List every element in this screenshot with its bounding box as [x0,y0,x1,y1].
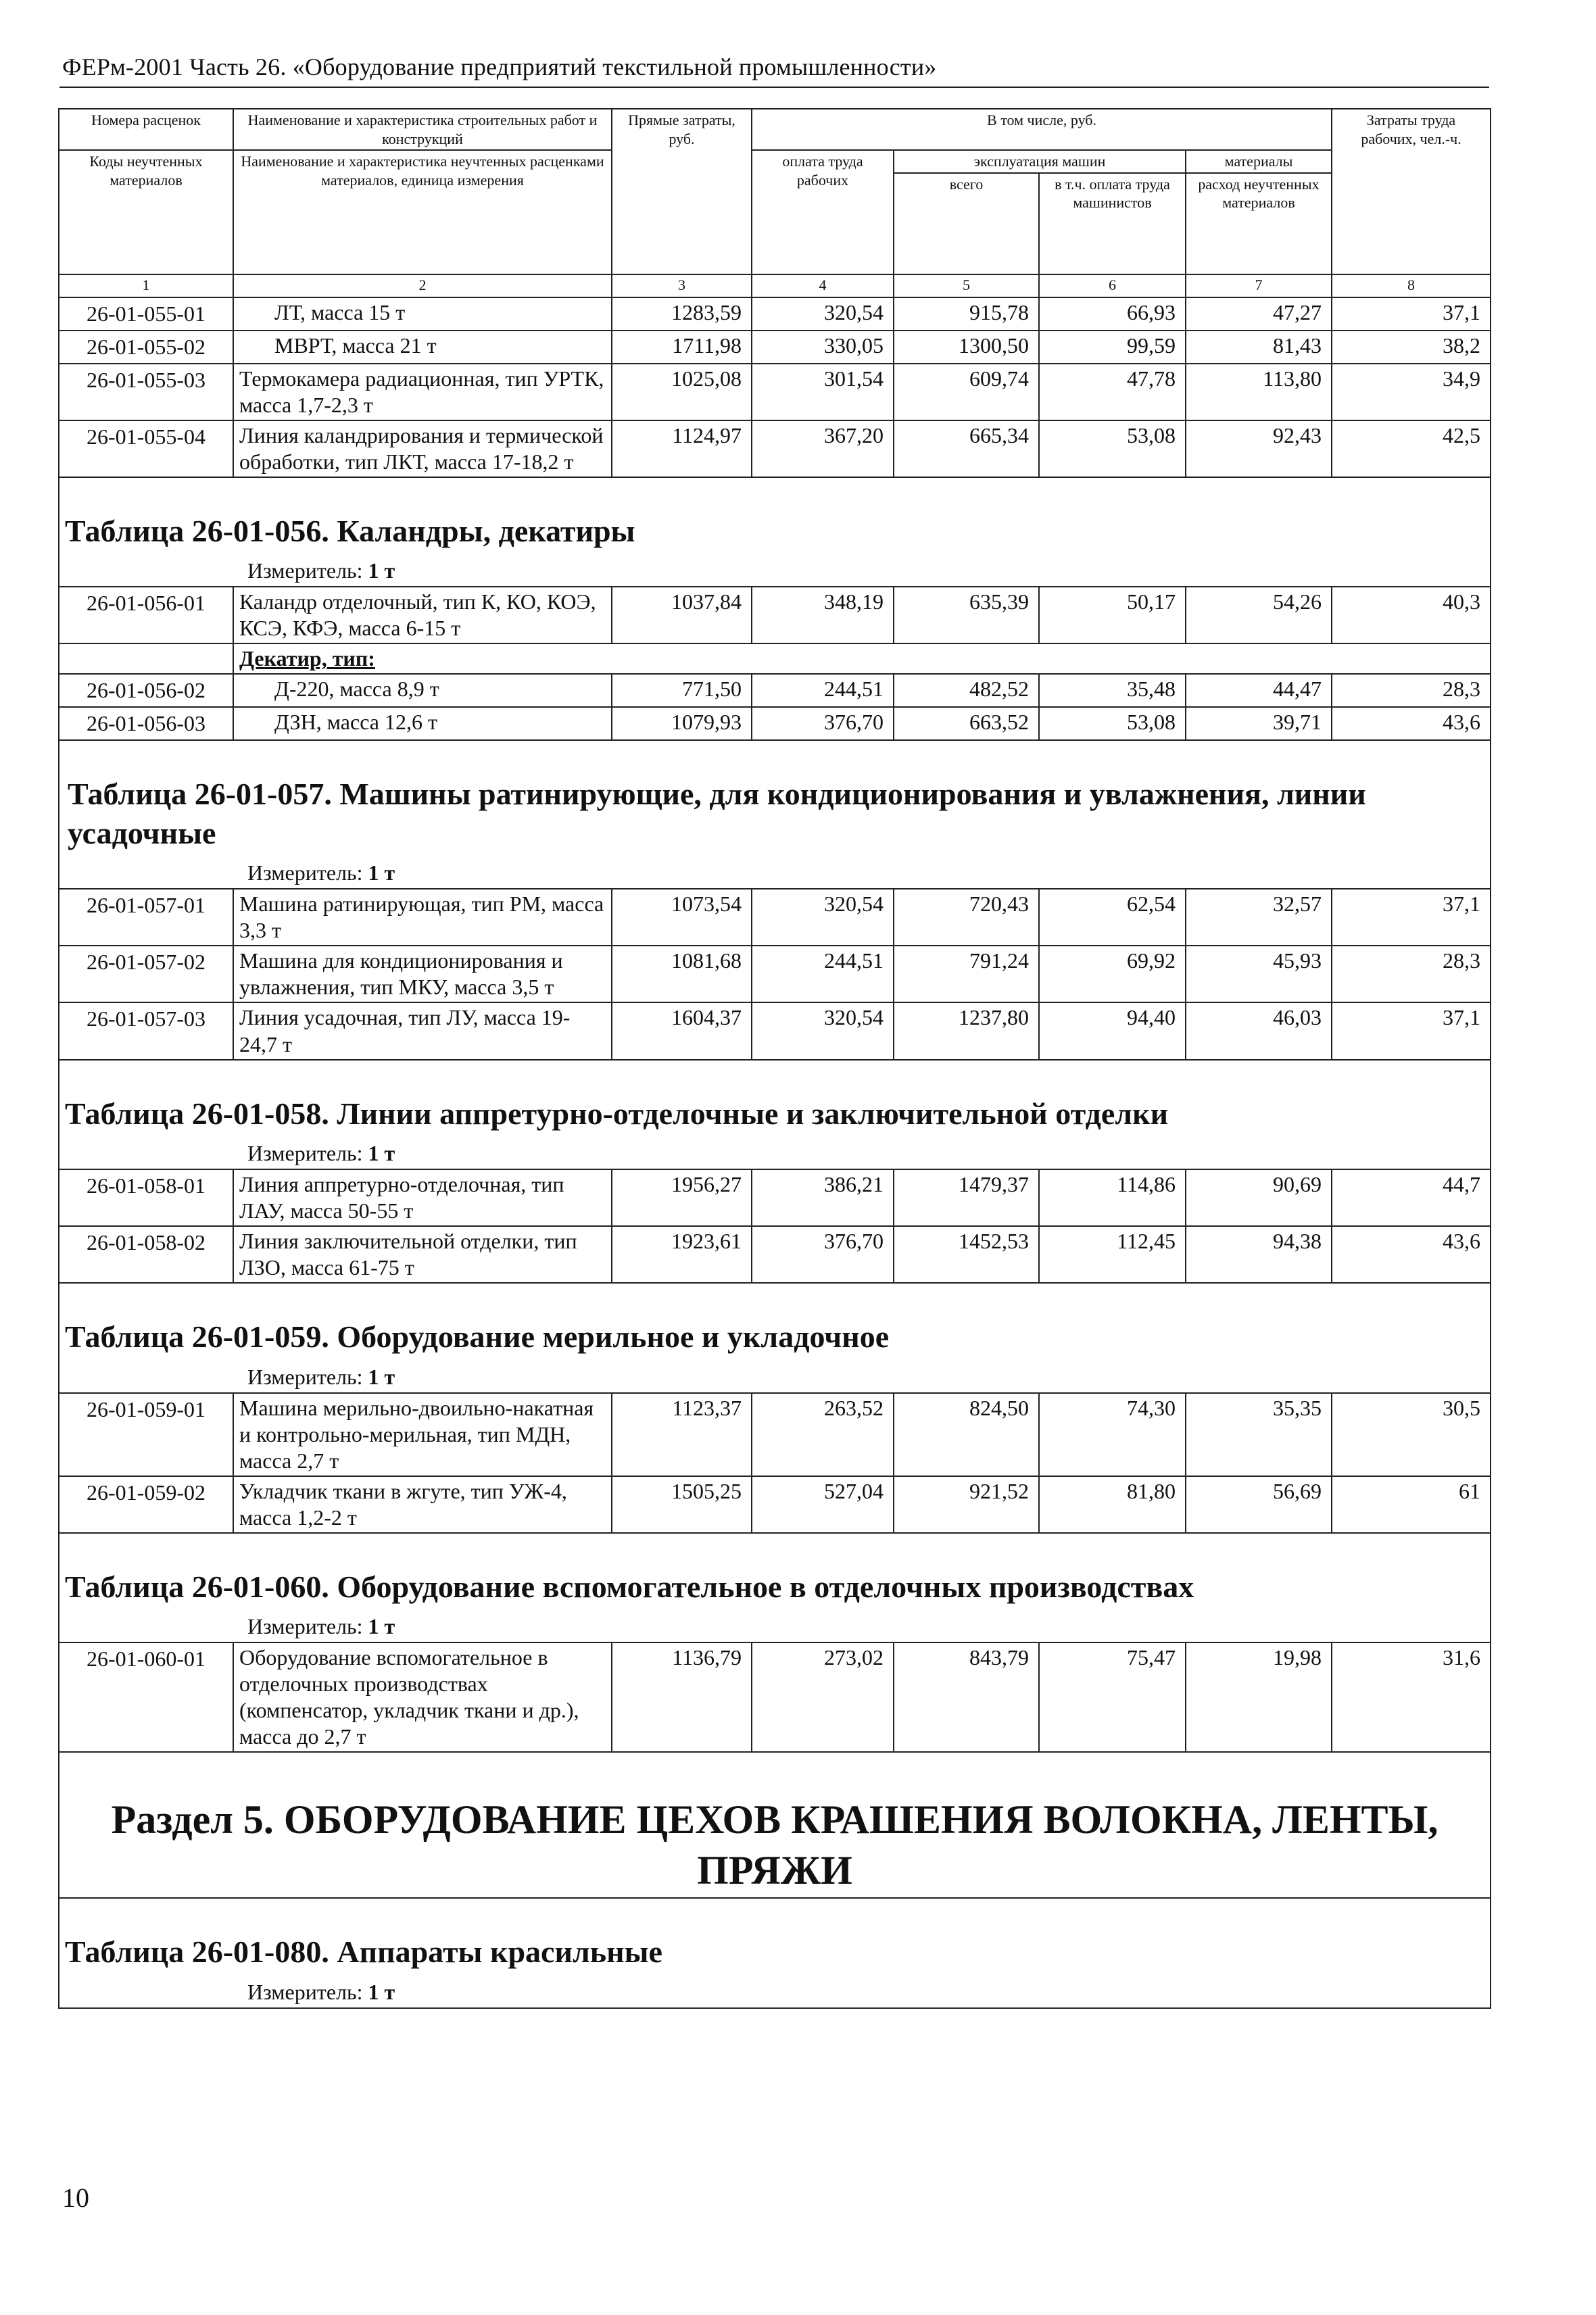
cell-labor-costs: 44,7 [1332,1169,1491,1226]
cell-machines-total: 1479,37 [894,1169,1039,1226]
table-title: Таблица 26-01-060. Оборудование вспомогательное в отделочных производствах [65,1569,1194,1604]
measure-value: 1 т [368,1979,395,2004]
cell-materials: 35,35 [1186,1393,1332,1476]
section-cell [59,1060,1491,1170]
cell-labor-pay: 273,02 [752,1642,894,1752]
cell-machinists-pay: 62,54 [1039,889,1186,946]
cell-materials: 46,03 [1186,1002,1332,1059]
cell-labor-pay: 367,20 [752,420,894,477]
cell-machines-total: 665,34 [894,420,1039,477]
cell-work-name: МВРТ, масса 21 т [233,331,612,364]
cell-direct-costs: 1073,54 [612,889,752,946]
cell-direct-costs: 1079,93 [612,707,752,740]
col-header-material-name: Наименование и характеристика неучтенных расценками материалов, единица измерения [233,150,612,274]
col-header-work-name: Наименование и характеристика строительных работ и конструкций [233,109,612,150]
cell-labor-costs: 28,3 [1332,946,1491,1002]
cell-labor-pay: 348,19 [752,587,894,643]
measure-unit [65,852,1484,887]
table-row [59,297,1491,331]
cell-materials: 94,38 [1186,1226,1332,1283]
table-section-header [59,1283,1491,1393]
table-row [59,1002,1491,1059]
cell-machines-total: 921,52 [894,1476,1039,1533]
cell-direct-costs: 1124,97 [612,420,752,477]
cell-direct-costs: 1037,84 [612,587,752,643]
section-cell [59,477,1491,587]
measure-unit [65,1133,1484,1167]
cell-labor-pay: 386,21 [752,1169,894,1226]
cell-work-name: ЛТ, масса 15 т [233,297,612,331]
table-row [59,364,1491,420]
cell-machinists-pay: 99,59 [1039,331,1186,364]
measure-unit [65,1972,1484,2006]
cell-labor-costs: 38,2 [1332,331,1491,364]
cell-work-name: ДЗН, масса 12,6 т [233,707,612,740]
empty-cell [59,643,233,674]
cell-machinists-pay: 53,08 [1039,707,1186,740]
cell-direct-costs: 1956,27 [612,1169,752,1226]
section-cell [59,1283,1491,1393]
cell-direct-costs: 1505,25 [612,1476,752,1533]
cell-work-name: Укладчик ткани в жгуте, тип УЖ-4, масса 1,2-2 т [233,1476,612,1533]
cell-materials: 56,69 [1186,1476,1332,1533]
table-row [59,946,1491,1002]
col-number: 6 [1039,274,1186,297]
measure-unit [65,1357,1484,1391]
cell-machines-total: 609,74 [894,364,1039,420]
cell-materials: 54,26 [1186,587,1332,643]
cell-machinists-pay: 66,93 [1039,297,1186,331]
cell-machinists-pay: 50,17 [1039,587,1186,643]
cell-labor-pay: 263,52 [752,1393,894,1476]
section-cell [59,1533,1491,1643]
cell-labor-costs: 43,6 [1332,1226,1491,1283]
table-title: Таблица 26-01-058. Линии аппретурно-отделочные и заключительной отделки [65,1096,1169,1131]
table-title: Таблица 26-01-059. Оборудование мерильное и укладочное [65,1319,890,1355]
measure-value: 1 т [368,1614,395,1639]
measure-unit [65,1606,1484,1640]
col-header-materials-use: расход неучтенных материалов [1186,173,1332,274]
cell-labor-costs: 31,6 [1332,1642,1491,1752]
col-number: 5 [894,274,1039,297]
cell-work-name: Д-220, масса 8,9 т [233,674,612,707]
table-row [59,707,1491,740]
cell-machines-total: 1452,53 [894,1226,1039,1283]
cell-labor-pay: 376,70 [752,1226,894,1283]
col-header-labor-pay: оплата труда рабочих [752,150,894,274]
cell-labor-pay: 320,54 [752,297,894,331]
cell-work-name: Машина мерильно-двоильно-накатная и контрольно-мерильная, тип МДН, масса 2,7 т [233,1393,612,1476]
cell-work-name: Машина для кондиционирования и увлажнения, тип МКУ, масса 3,5 т [233,946,612,1002]
cell-direct-costs: 1136,79 [612,1642,752,1752]
cell-work-name: Линия аппретурно-отделочная, тип ЛАУ, масса 50-55 т [233,1169,612,1226]
measure-label: Измеритель: [247,860,363,885]
cell-materials: 113,80 [1186,364,1332,420]
subgroup-row [59,643,1491,674]
cell-rate-code: 26-01-056-02 [59,674,233,707]
cell-machinists-pay: 53,08 [1039,420,1186,477]
col-header-materials: материалы [1186,150,1332,173]
cell-materials: 39,71 [1186,707,1332,740]
col-number: 2 [233,274,612,297]
section-cell [59,1898,1491,2008]
table-section-header [59,1533,1491,1643]
cell-labor-pay: 301,54 [752,364,894,420]
cell-direct-costs: 1923,61 [612,1226,752,1283]
cell-materials: 81,43 [1186,331,1332,364]
cell-work-name: Каландр отделочный, тип К, КО, КОЭ, КСЭ, КФЭ, масса 6-15 т [233,587,612,643]
cell-machines-total: 915,78 [894,297,1039,331]
col-number: 1 [59,274,233,297]
col-header-material-codes: Коды неучтенных материалов [59,150,233,274]
cell-work-name: Линия заключительной отделки, тип ЛЗО, масса 61-75 т [233,1226,612,1283]
col-number: 8 [1332,274,1491,297]
measure-value: 1 т [368,860,395,885]
measure-label: Измеритель: [247,1141,363,1166]
table-section-header [59,1898,1491,2008]
cell-materials: 32,57 [1186,889,1332,946]
col-number: 7 [1186,274,1332,297]
cell-rate-code: 26-01-056-03 [59,707,233,740]
cell-machinists-pay: 35,48 [1039,674,1186,707]
cell-direct-costs: 1604,37 [612,1002,752,1059]
cell-machinists-pay: 112,45 [1039,1226,1186,1283]
cell-direct-costs: 771,50 [612,674,752,707]
cell-direct-costs: 1283,59 [612,297,752,331]
cell-rate-code: 26-01-056-01 [59,587,233,643]
cell-rate-code: 26-01-058-01 [59,1169,233,1226]
measure-label: Измеритель: [247,558,363,583]
measure-label: Измеритель: [247,1979,363,2004]
col-header-rate-numbers: Номера расценок [59,109,233,150]
running-head: ФЕРм-2001 Часть 26. «Оборудование предприятий текстильной промышленности» [62,53,937,80]
cell-machines-total: 1300,50 [894,331,1039,364]
table-row [59,420,1491,477]
cell-machines-total: 824,50 [894,1393,1039,1476]
table-section-header [59,477,1491,587]
cell-machines-total: 482,52 [894,674,1039,707]
table-row [59,1393,1491,1476]
cell-rate-code: 26-01-055-04 [59,420,233,477]
table-row [59,331,1491,364]
cell-materials: 47,27 [1186,297,1332,331]
cell-labor-costs: 43,6 [1332,707,1491,740]
cell-direct-costs: 1123,37 [612,1393,752,1476]
cell-rate-code: 26-01-057-03 [59,1002,233,1059]
cell-rate-code: 26-01-060-01 [59,1642,233,1752]
part-cell [59,1752,1491,1898]
cell-work-name: Линия усадочная, тип ЛУ, масса 19-24,7 т [233,1002,612,1059]
table-title: Таблица 26-01-080. Аппараты красильные [65,1934,662,1970]
cell-rate-code: 26-01-059-01 [59,1393,233,1476]
cell-machinists-pay: 69,92 [1039,946,1186,1002]
cell-direct-costs: 1711,98 [612,331,752,364]
cell-work-name: Термокамера радиационная, тип УРТК, масса 1,7-2,3 т [233,364,612,420]
col-header-machines-total: всего [894,173,1039,274]
measure-value: 1 т [368,558,395,583]
table-row [59,1642,1491,1752]
col-header-machines: эксплуатация машин [894,150,1186,173]
cell-machinists-pay: 75,47 [1039,1642,1186,1752]
col-header-including: В том числе, руб. [752,109,1332,150]
cell-labor-costs: 40,3 [1332,587,1491,643]
col-number: 3 [612,274,752,297]
cell-rate-code: 26-01-055-03 [59,364,233,420]
cell-labor-pay: 320,54 [752,1002,894,1059]
measure-unit [65,550,1484,585]
col-header-direct-costs: Прямые затраты, руб. [612,109,752,274]
page-number: 10 [62,2183,89,2213]
measure-value: 1 т [368,1364,395,1389]
cell-machines-total: 791,24 [894,946,1039,1002]
cell-labor-pay: 320,54 [752,889,894,946]
part-header-row [59,1752,1491,1898]
part-title: Раздел 5. ОБОРУДОВАНИЕ ЦЕХОВ КРАШЕНИЯ ВОЛОКНА, ЛЕНТЫ, ПРЯЖИ [111,1797,1438,1893]
cell-materials: 45,93 [1186,946,1332,1002]
table-row [59,889,1491,946]
table-section-header [59,740,1491,889]
cell-machinists-pay: 81,80 [1039,1476,1186,1533]
rates-table [58,108,1491,2009]
cell-materials: 90,69 [1186,1169,1332,1226]
cell-machinists-pay: 47,78 [1039,364,1186,420]
col-header-labor-costs: Затраты труда рабочих, чел.-ч. [1332,109,1491,274]
cell-machines-total: 635,39 [894,587,1039,643]
cell-rate-code: 26-01-059-02 [59,1476,233,1533]
cell-rate-code: 26-01-057-01 [59,889,233,946]
measure-label: Измеритель: [247,1364,363,1389]
cell-labor-costs: 34,9 [1332,364,1491,420]
cell-work-name: Линия каландрирования и термической обработки, тип ЛКТ, масса 17-18,2 т [233,420,612,477]
cell-machines-total: 843,79 [894,1642,1039,1752]
table-title: Таблица 26-01-057. Машины ратинирующие, для кондиционирования и увлажнения, линии усадочные [68,777,1366,850]
cell-labor-pay: 330,05 [752,331,894,364]
measure-label: Измеритель: [247,1614,363,1639]
col-header-machinists-pay: в т.ч. оплата труда машинистов [1039,173,1186,274]
cell-labor-costs: 37,1 [1332,1002,1491,1059]
table-section-header [59,1060,1491,1170]
table-row [59,1476,1491,1533]
table-row [59,1226,1491,1283]
cell-labor-pay: 376,70 [752,707,894,740]
cell-labor-pay: 527,04 [752,1476,894,1533]
cell-machinists-pay: 74,30 [1039,1393,1186,1476]
cell-machines-total: 1237,80 [894,1002,1039,1059]
measure-value: 1 т [368,1141,395,1166]
cell-labor-costs: 61 [1332,1476,1491,1533]
header-rule [59,87,1489,88]
cell-work-name: Оборудование вспомогательное в отделочных производствах (компенсатор, укладчик ткани и др.), масса до 2,7 т [233,1642,612,1752]
cell-rate-code: 26-01-057-02 [59,946,233,1002]
subgroup-label: Декатир, тип: [233,643,1491,674]
cell-work-name: Машина ратинирующая, тип РМ, масса 3,3 т [233,889,612,946]
cell-machines-total: 720,43 [894,889,1039,946]
section-cell [59,740,1491,889]
rates-page [58,108,1490,2149]
cell-direct-costs: 1081,68 [612,946,752,1002]
cell-direct-costs: 1025,08 [612,364,752,420]
cell-labor-costs: 42,5 [1332,420,1491,477]
col-number: 4 [752,274,894,297]
table-row [59,587,1491,643]
cell-labor-costs: 28,3 [1332,674,1491,707]
cell-machines-total: 663,52 [894,707,1039,740]
cell-materials: 92,43 [1186,420,1332,477]
cell-labor-costs: 37,1 [1332,889,1491,946]
table-title: Таблица 26-01-056. Каландры, декатиры [65,513,635,548]
cell-rate-code: 26-01-055-02 [59,331,233,364]
cell-materials: 44,47 [1186,674,1332,707]
cell-labor-costs: 30,5 [1332,1393,1491,1476]
cell-labor-pay: 244,51 [752,946,894,1002]
table-row [59,1169,1491,1226]
cell-rate-code: 26-01-055-01 [59,297,233,331]
cell-machinists-pay: 114,86 [1039,1169,1186,1226]
cell-labor-pay: 244,51 [752,674,894,707]
cell-machinists-pay: 94,40 [1039,1002,1186,1059]
cell-labor-costs: 37,1 [1332,297,1491,331]
table-row [59,674,1491,707]
cell-rate-code: 26-01-058-02 [59,1226,233,1283]
cell-materials: 19,98 [1186,1642,1332,1752]
